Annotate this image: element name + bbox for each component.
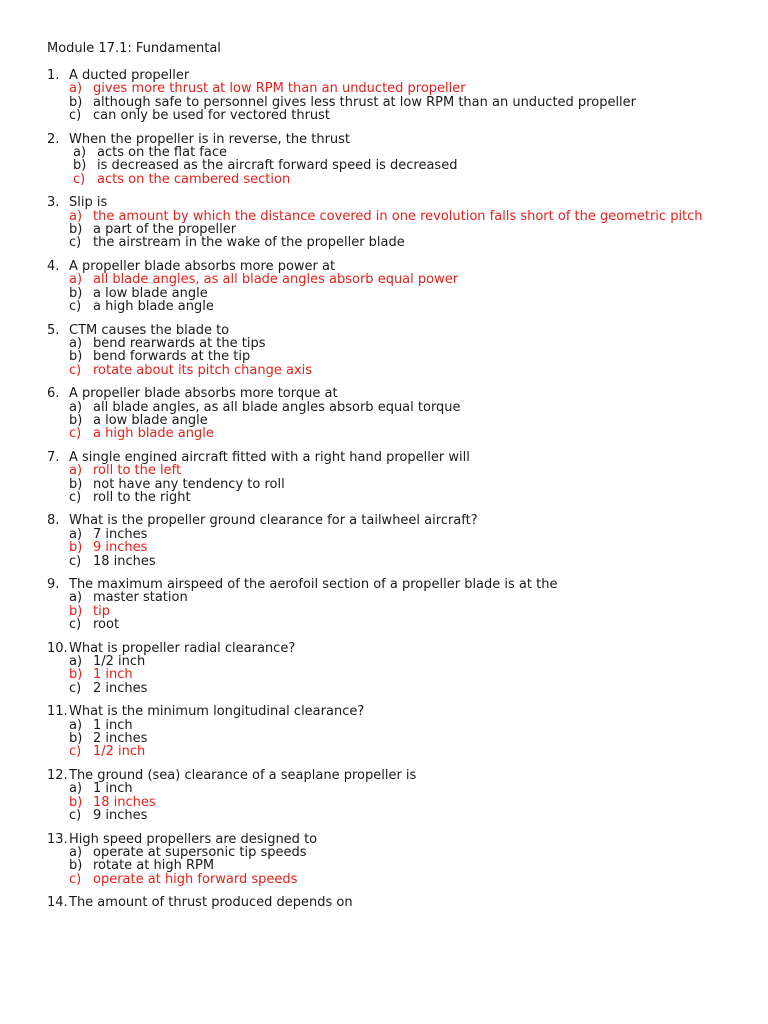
answer-option (73, 159, 737, 172)
question-line (47, 705, 737, 718)
document-title: Module 17.1: Fundamental (47, 41, 221, 56)
option-letter: b) (69, 603, 83, 619)
answer-option (69, 350, 737, 363)
answer-options (69, 401, 737, 441)
option-letter: c) (69, 744, 82, 760)
answer-option (69, 337, 737, 350)
option-letter: a) (69, 399, 83, 415)
answer-options (69, 591, 737, 631)
answer-option (69, 591, 737, 604)
option-letter: c) (69, 489, 82, 505)
question-number: 8. (47, 513, 60, 529)
answer-option (69, 223, 737, 236)
question-number: 5. (47, 322, 60, 338)
answer-option-correct (69, 210, 737, 223)
answer-options (69, 82, 737, 122)
option-letter: a) (69, 781, 83, 797)
option-text: rotate at high RPM (93, 858, 215, 874)
option-letter: c) (69, 617, 82, 633)
option-letter: c) (69, 553, 82, 569)
option-letter: b) (69, 794, 83, 810)
answer-options (69, 146, 737, 186)
option-text: the amount by which the distance covered in one revolution falls short of the geometric pitch (93, 208, 703, 224)
question-line (47, 833, 737, 846)
question-text: The maximum airspeed of the aerofoil section of a propeller blade is at the (69, 577, 558, 592)
question-item (47, 324, 737, 378)
answer-options (69, 273, 737, 313)
option-letter: c) (69, 426, 82, 442)
question-text: What is the minimum longitudinal clearance? (69, 704, 365, 720)
question-number: 7. (47, 449, 60, 465)
answer-option (69, 846, 737, 859)
question-number: 1. (47, 68, 60, 83)
answer-option-correct (69, 796, 737, 809)
answer-option (69, 809, 737, 822)
answer-options (69, 210, 737, 250)
answer-option-correct (69, 668, 737, 681)
question-number: 14. (47, 895, 68, 911)
option-text: 1/2 inch (93, 654, 146, 670)
answer-option (69, 655, 737, 668)
answer-option (69, 859, 737, 872)
option-text: 2 inches (93, 680, 148, 696)
answer-options (69, 464, 737, 504)
option-letter: c) (69, 808, 82, 824)
question-number: 13. (47, 831, 68, 847)
question-text: What is propeller radial clearance? (69, 640, 296, 656)
option-text: can only be used for vectored thrust (93, 108, 331, 124)
answer-options (69, 782, 737, 822)
question-item (47, 387, 737, 441)
option-letter: c) (69, 299, 82, 315)
question-text: A ducted propeller (69, 68, 190, 83)
answer-option-correct (69, 873, 737, 886)
option-letter: a) (69, 526, 83, 542)
answer-option-correct (69, 82, 737, 95)
answer-option (69, 555, 737, 568)
option-letter: c) (69, 362, 82, 378)
option-letter: b) (69, 222, 83, 238)
option-letter: a) (69, 463, 83, 479)
option-text: 18 inches (93, 794, 156, 810)
option-text: operate at high forward speeds (93, 871, 298, 887)
question-item (47, 896, 737, 909)
question-text: The amount of thrust produced depends on (69, 895, 353, 911)
question-text: A single engined aircraft fitted with a right hand propeller will (69, 449, 470, 465)
option-letter: c) (69, 108, 82, 124)
answer-option (69, 478, 737, 491)
question-item (47, 514, 737, 568)
question-number: 9. (47, 577, 60, 592)
question-line (47, 196, 737, 209)
question-item (47, 705, 737, 759)
option-text: root (93, 617, 120, 633)
question-item (47, 451, 737, 505)
question-list (47, 69, 737, 910)
document-page (47, 41, 737, 920)
answer-options (69, 528, 737, 568)
answer-option (69, 109, 737, 122)
answer-option (69, 719, 737, 732)
option-letter: c) (69, 871, 82, 887)
option-letter: c) (73, 171, 86, 187)
option-text: a high blade angle (93, 426, 214, 442)
option-text: 2 inches (93, 731, 148, 747)
option-letter: b) (69, 285, 83, 301)
option-text: 7 inches (93, 526, 148, 542)
option-text: not have any tendency to roll (93, 476, 285, 492)
question-line (47, 387, 737, 400)
option-text: roll to the right (93, 489, 191, 505)
answer-options (69, 846, 737, 886)
question-line (47, 260, 737, 273)
answer-option-correct (69, 745, 737, 758)
option-letter: b) (73, 158, 87, 174)
option-letter: a) (69, 844, 83, 860)
answer-option (69, 618, 737, 631)
answer-option (69, 96, 737, 109)
answer-option-correct (69, 427, 737, 440)
question-text: Slip is (69, 195, 108, 211)
option-text: bend rearwards at the tips (93, 335, 266, 351)
option-text: 18 inches (93, 553, 156, 569)
answer-option (69, 236, 737, 249)
question-text: A propeller blade absorbs more torque at (69, 386, 338, 402)
option-text: bend forwards at the tip (93, 349, 251, 365)
option-text: 1 inch (93, 667, 133, 683)
option-text: a low blade angle (93, 412, 208, 428)
answer-options (69, 337, 737, 377)
option-letter: b) (69, 858, 83, 874)
question-line (47, 578, 737, 591)
question-number: 10. (47, 640, 68, 656)
answer-option (69, 528, 737, 541)
option-letter: b) (69, 667, 83, 683)
answer-option-correct (69, 273, 737, 286)
option-text: master station (93, 590, 188, 606)
option-text: is decreased as the aircraft forward speed is decreased (97, 158, 458, 174)
question-line (47, 514, 737, 527)
answer-option-correct (69, 605, 737, 618)
question-item (47, 196, 737, 250)
option-letter: c) (69, 235, 82, 251)
option-text: a high blade angle (93, 299, 214, 315)
option-letter: b) (69, 540, 83, 556)
option-text: the airstream in the wake of the propeller blade (93, 235, 405, 251)
option-letter: b) (69, 476, 83, 492)
question-line (47, 896, 737, 909)
question-number: 12. (47, 767, 68, 783)
question-line (47, 133, 737, 146)
question-line (47, 69, 737, 82)
option-text: all blade angles, as all blade angles absorb equal power (93, 272, 459, 288)
question-line (47, 642, 737, 655)
option-text: operate at supersonic tip speeds (93, 844, 307, 860)
question-item (47, 578, 737, 632)
question-item (47, 833, 737, 887)
question-number: 11. (47, 704, 68, 720)
question-number: 3. (47, 195, 60, 211)
option-letter: a) (69, 272, 83, 288)
option-letter: a) (69, 590, 83, 606)
option-letter: c) (69, 680, 82, 696)
option-text: although safe to personnel gives less thrust at low RPM than an unducted propeller (93, 94, 637, 110)
option-text: acts on the flat face (97, 145, 227, 161)
option-letter: a) (69, 208, 83, 224)
option-text: 9 inches (93, 808, 148, 824)
answer-option-correct (69, 541, 737, 554)
answer-option (69, 682, 737, 695)
option-letter: b) (69, 349, 83, 365)
answer-option-correct (73, 173, 737, 186)
answer-option (69, 782, 737, 795)
option-letter: a) (73, 145, 87, 161)
question-number: 4. (47, 258, 60, 274)
option-text: a low blade angle (93, 285, 208, 301)
question-text: When the propeller is in reverse, the thrust (69, 131, 351, 147)
option-text: gives more thrust at low RPM than an unducted propeller (93, 81, 466, 97)
answer-option (69, 414, 737, 427)
option-text: a part of the propeller (93, 222, 237, 238)
question-text: The ground (sea) clearance of a seaplane propeller is (69, 767, 417, 783)
option-text: 9 inches (93, 540, 148, 556)
question-number: 2. (47, 131, 60, 147)
option-text: rotate about its pitch change axis (93, 362, 313, 378)
option-text: roll to the left (93, 463, 182, 479)
answer-option-correct (69, 364, 737, 377)
option-letter: b) (69, 94, 83, 110)
question-line (47, 769, 737, 782)
question-item (47, 642, 737, 696)
answer-option (69, 300, 737, 313)
option-text: 1/2 inch (93, 744, 146, 760)
option-text: all blade angles, as all blade angles absorb equal torque (93, 399, 461, 415)
answer-options (69, 719, 737, 759)
option-text: 1 inch (93, 717, 133, 733)
answer-option (69, 491, 737, 504)
option-letter: a) (69, 654, 83, 670)
question-item (47, 69, 737, 123)
option-letter: b) (69, 412, 83, 428)
question-text: What is the propeller ground clearance for a tailwheel aircraft? (69, 513, 478, 529)
option-letter: a) (69, 81, 83, 97)
answer-option (69, 732, 737, 745)
answer-option (73, 146, 737, 159)
answer-option (69, 401, 737, 414)
option-text: tip (93, 603, 110, 619)
option-text: acts on the cambered section (97, 171, 291, 187)
question-text: High speed propellers are designed to (69, 831, 318, 847)
question-line (47, 451, 737, 464)
option-letter: a) (69, 335, 83, 351)
answer-option (69, 287, 737, 300)
question-item (47, 133, 737, 187)
option-text: 1 inch (93, 781, 133, 797)
question-line (47, 324, 737, 337)
option-letter: b) (69, 731, 83, 747)
question-item (47, 769, 737, 823)
question-item (47, 260, 737, 314)
question-text: A propeller blade absorbs more power at (69, 258, 336, 274)
question-text: CTM causes the blade to (69, 322, 230, 338)
question-number: 6. (47, 386, 60, 402)
option-letter: a) (69, 717, 83, 733)
answer-option-correct (69, 464, 737, 477)
answer-options (69, 655, 737, 695)
